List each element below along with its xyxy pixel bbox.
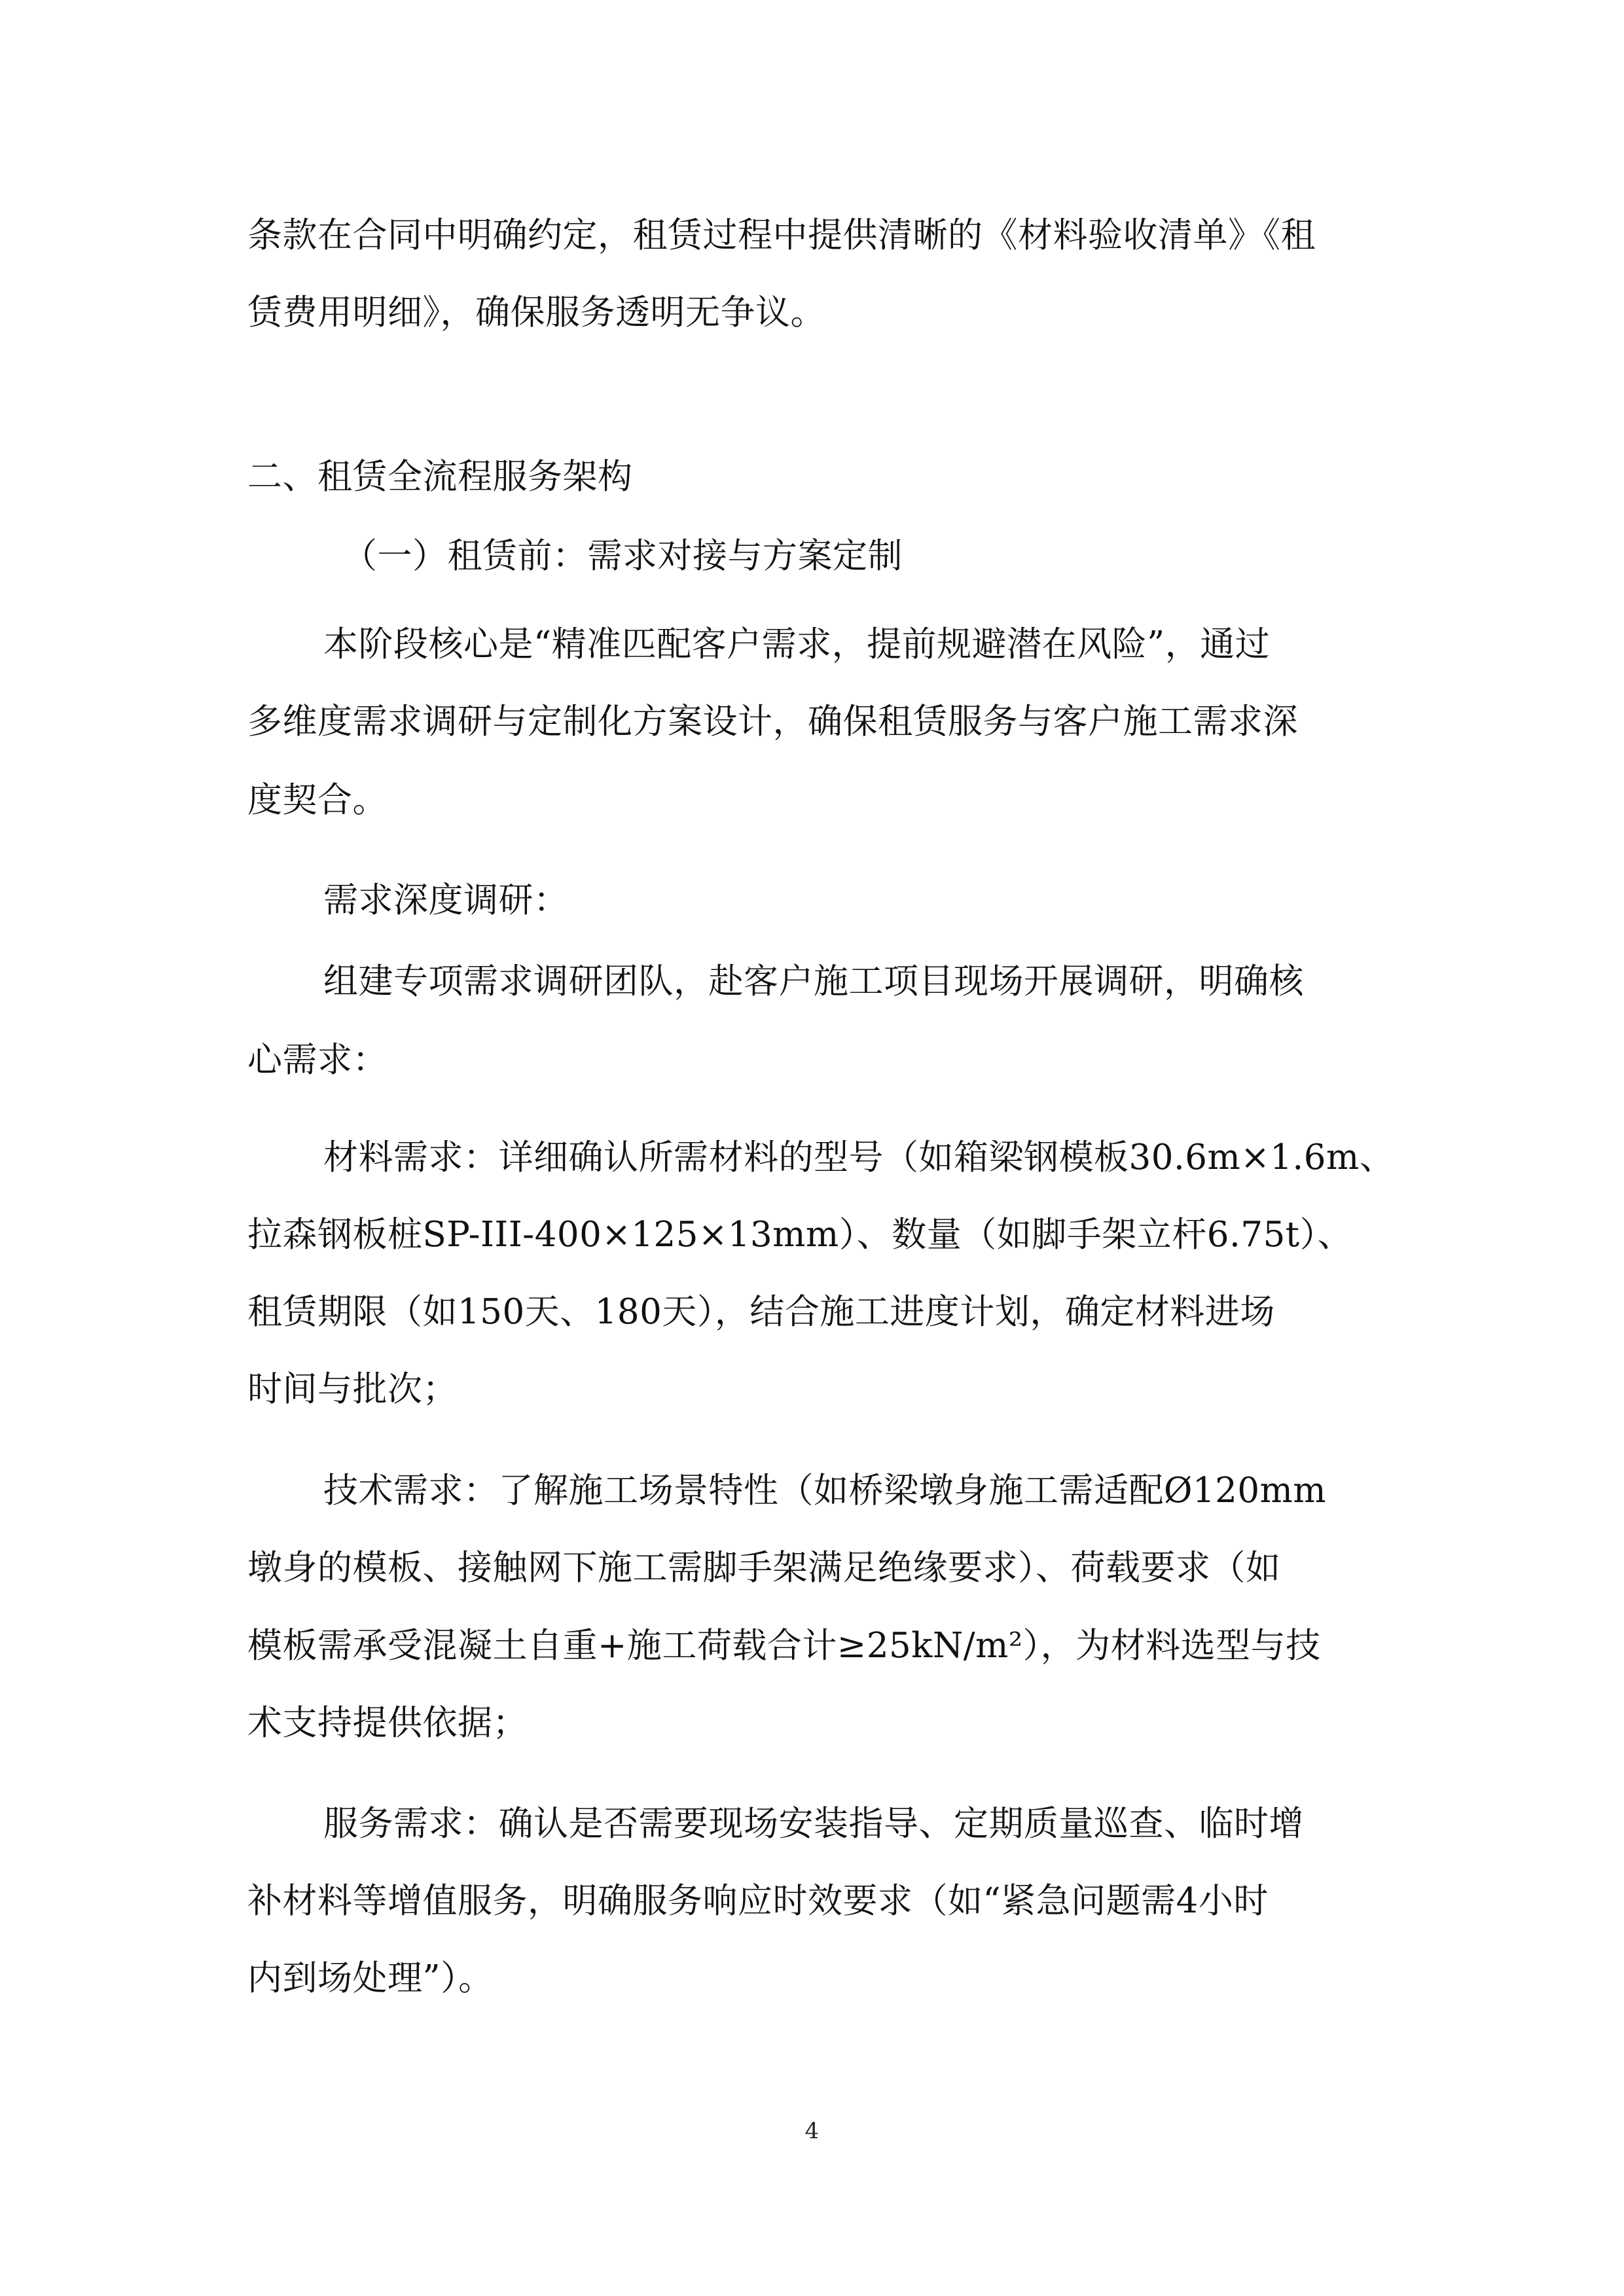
paragraph-line: 补材料等增值服务，明确服务响应时效要求（如“紧急问题需4小时 (247, 1881, 1269, 1921)
paragraph-line: 度契合。 (247, 780, 388, 820)
section-heading: 二、租赁全流程服务架构 (247, 457, 633, 497)
paragraph-line: 赁费用明细》，确保服务透明无争议。 (247, 293, 825, 332)
paragraph-line: 术支持提供依据； (247, 1703, 528, 1743)
paragraph-line: 组建专项需求调研团队，赴客户施工项目现场开展调研，明确核 (323, 961, 1304, 1001)
paragraph-line: 材料需求：详细确认所需材料的型号（如箱梁钢模板30.6m×1.6m、 (323, 1138, 1395, 1177)
subsection-heading: （一）租赁前：需求对接与方案定制 (342, 536, 903, 576)
paragraph-line: 服务需求：确认是否需要现场安装指导、定期质量巡查、临时增 (323, 1804, 1304, 1844)
item-heading: 需求深度调研： (323, 880, 569, 920)
page-number: 4 (804, 2118, 820, 2144)
paragraph-line: 内到场处理”）。 (247, 1958, 494, 1998)
paragraph-line: 条款在合同中明确约定，租赁过程中提供清晰的《材料验收清单》《租 (247, 215, 1316, 255)
paragraph-line: 本阶段核心是“精准匹配客户需求，提前规避潜在风险”，通过 (323, 624, 1271, 664)
paragraph-line: 心需求： (247, 1040, 388, 1080)
paragraph-line: 拉森钢板桩SP-III-400×125×13mm）、数量（如脚手架立杆6.75t）、 (247, 1215, 1353, 1255)
paragraph-line: 技术需求：了解施工场景特性（如桥梁墩身施工需适配Ø120mm (323, 1471, 1327, 1511)
paragraph-line: 多维度需求调研与定制化方案设计，确保租赁服务与客户施工需求深 (247, 702, 1298, 742)
paragraph-line: 租赁期限（如150天、180天），结合施工进度计划，确定材料进场 (247, 1292, 1275, 1332)
paragraph-line: 模板需承受混凝土自重+施工荷载合计≥25kN/m²），为材料选型与技 (247, 1626, 1321, 1666)
paragraph-line: 墩身的模板、接触网下施工需脚手架满足绝缘要求）、荷载要求（如 (247, 1548, 1281, 1588)
paragraph-line: 时间与批次； (247, 1369, 458, 1409)
